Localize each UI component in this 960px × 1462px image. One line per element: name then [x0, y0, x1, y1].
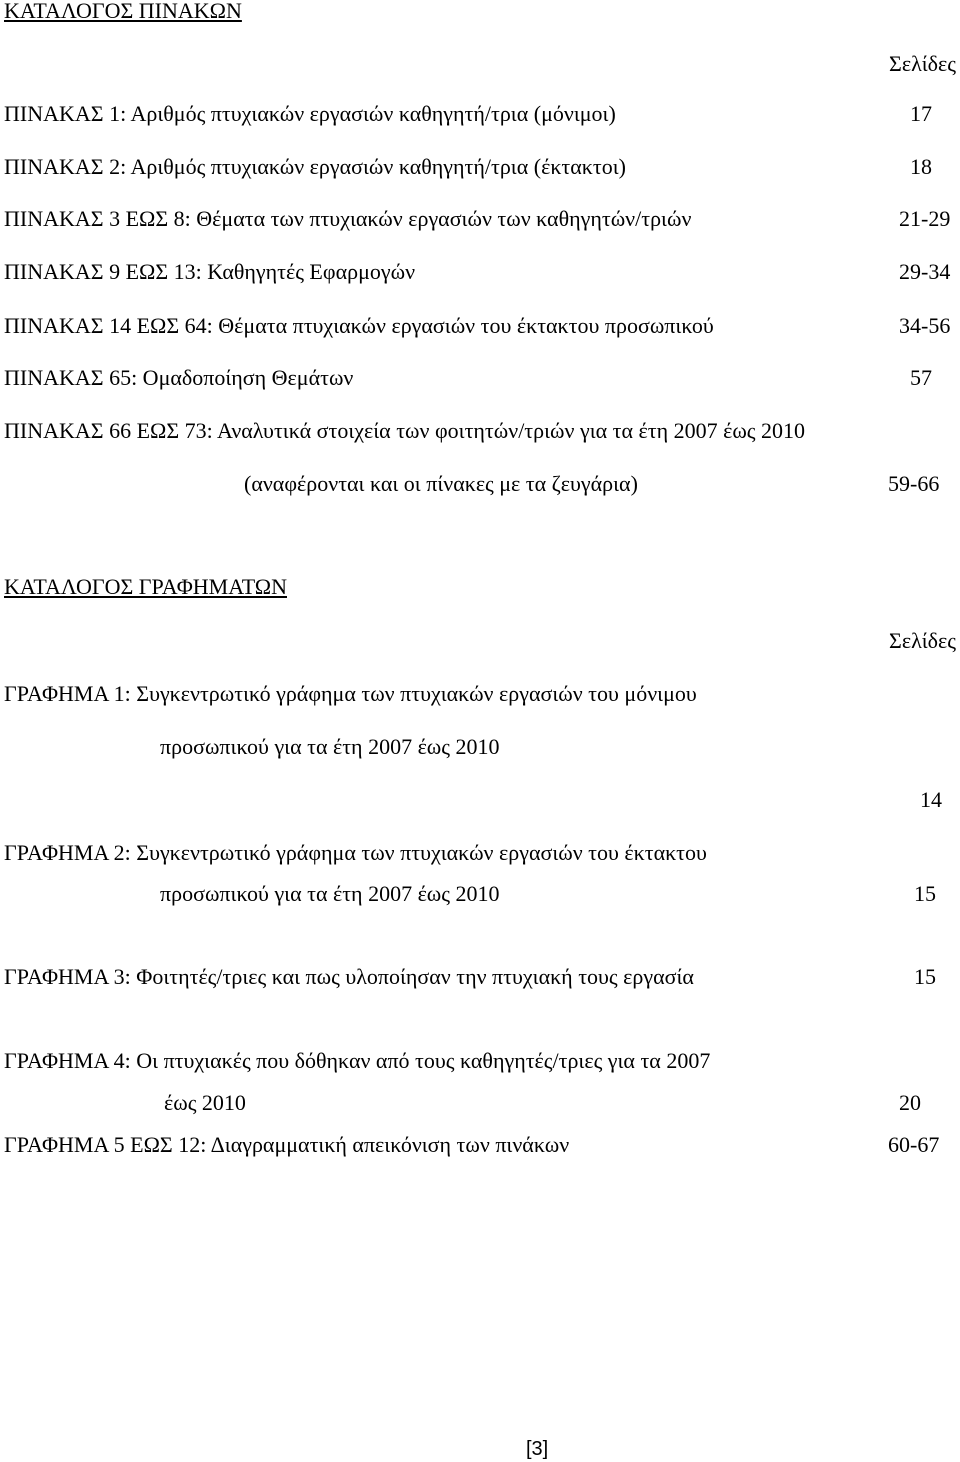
chart-entry-title: ΓΡΑΦΗΜΑ 4: Οι πτυχιακές που δόθηκαν από τους καθηγητές/τριες για τα 2007: [4, 1048, 711, 1073]
charts-pages-label: Σελίδες: [889, 628, 956, 653]
table-entry-title: ΠΙΝΑΚΑΣ 2: Αριθμός πτυχιακών εργασιών καθηγητή/τρια (έκτακτοι): [4, 154, 626, 179]
table-entry-pages: 18: [910, 154, 932, 179]
table-entry-pages: 57: [910, 365, 932, 390]
table-entry-continuation: (αναφέρονται και οι πίνακες με τα ζευγάρια): [244, 471, 638, 496]
chart-entry-title: ΓΡΑΦΗΜΑ 2: Συγκεντρωτικό γράφημα των πτυχιακών εργασιών του έκτακτου: [4, 840, 707, 865]
chart-entry-pages: 15: [914, 964, 936, 989]
chart-entry-title: ΓΡΑΦΗΜΑ 5 ΕΩΣ 12: Διαγραμματική απεικόνιση των πινάκων: [4, 1132, 570, 1157]
chart-entry-pages: 15: [914, 881, 936, 906]
table-entry-title: ΠΙΝΑΚΑΣ 3 ΕΩΣ 8: Θέματα των πτυχιακών εργασιών των καθηγητών/τριών: [4, 206, 692, 231]
tables-list-heading: ΚΑΤΑΛΟΓΟΣ ΠΙΝΑΚΩΝ: [4, 0, 242, 23]
charts-list-heading: ΚΑΤΑΛΟΓΟΣ ΓΡΑΦΗΜΑΤΩΝ: [4, 574, 287, 599]
chart-entry-pages: 20: [899, 1090, 921, 1115]
chart-entry-title: ΓΡΑΦΗΜΑ 3: Φοιτητές/τριες και πως υλοποίησαν την πτυχιακή τους εργασία: [4, 964, 694, 989]
chart-entry-pages: 60-67: [888, 1132, 940, 1157]
table-entry-pages: 17: [910, 101, 932, 126]
table-entry-pages: 59-66: [888, 471, 940, 496]
table-entry-title: ΠΙΝΑΚΑΣ 65: Ομαδοποίηση Θεμάτων: [4, 365, 354, 390]
table-entry-title: ΠΙΝΑΚΑΣ 1: Αριθμός πτυχιακών εργασιών καθηγητή/τρια (μόνιμοι): [4, 101, 616, 126]
table-entry-pages: 34-56: [899, 313, 951, 338]
chart-entry-pages: 14: [920, 787, 942, 812]
page-number: [3]: [526, 1438, 549, 1460]
chart-entry-title: ΓΡΑΦΗΜΑ 1: Συγκεντρωτικό γράφημα των πτυχιακών εργασιών του μόνιμου: [4, 681, 697, 706]
table-entry-title: ΠΙΝΑΚΑΣ 66 ΕΩΣ 73: Αναλυτικά στοιχεία των φοιτητών/τριών για τα έτη 2007 έως 2010: [4, 418, 806, 443]
table-entry-pages: 21-29: [899, 206, 951, 231]
tables-pages-label: Σελίδες: [889, 51, 956, 76]
chart-entry-continuation: προσωπικού για τα έτη 2007 έως 2010: [160, 734, 500, 759]
table-entry-title: ΠΙΝΑΚΑΣ 9 ΕΩΣ 13: Καθηγητές Εφαρμογών: [4, 259, 416, 284]
table-entry-title: ΠΙΝΑΚΑΣ 14 ΕΩΣ 64: Θέματα πτυχιακών εργασιών του έκτακτου προσωπικού: [4, 313, 714, 338]
chart-entry-continuation: προσωπικού για τα έτη 2007 έως 2010: [160, 881, 500, 906]
table-entry-pages: 29-34: [899, 259, 951, 284]
chart-entry-continuation: έως 2010: [164, 1090, 246, 1115]
